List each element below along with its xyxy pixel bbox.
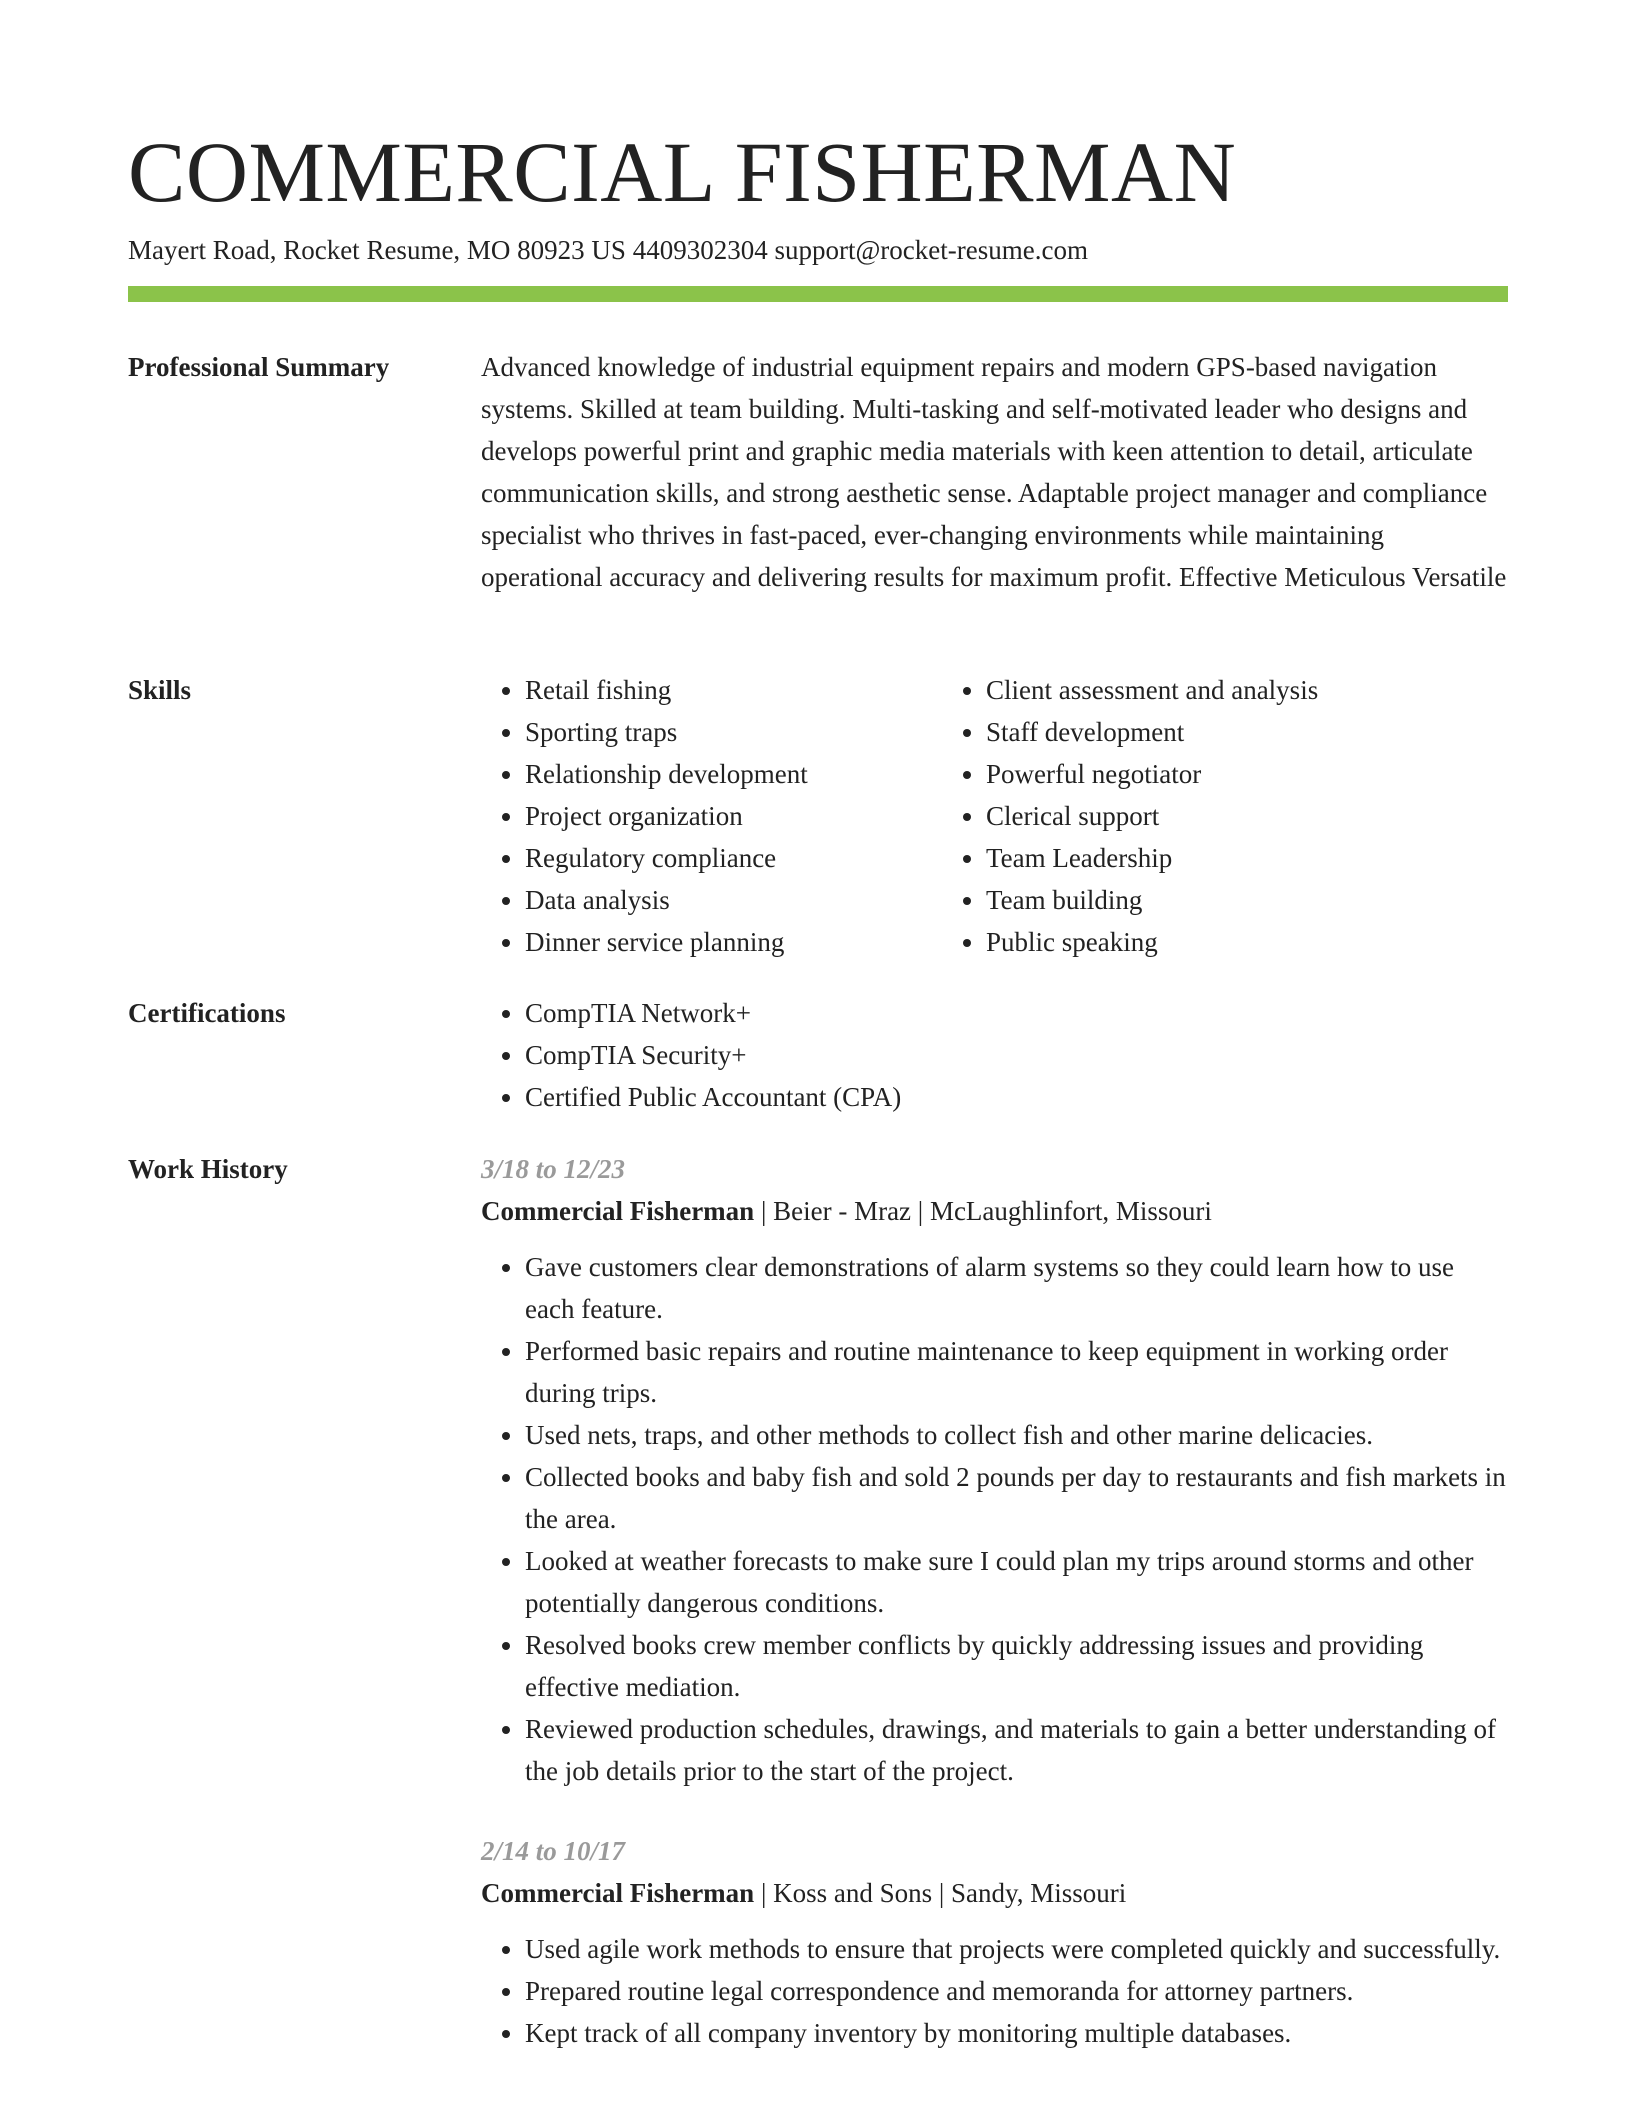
certification-item: • Certified Public Accountant (CPA) [525, 1076, 1508, 1118]
skill-item: • Regulatory compliance [525, 837, 942, 879]
job-bullet: • Resolved books crew member conflicts by quickly addressing issues and providing effective mediation. [525, 1624, 1508, 1708]
summary-body [481, 346, 1508, 598]
skill-item: • Public speaking [986, 921, 1508, 963]
skill-item: • Staff development [986, 711, 1508, 753]
skills-list-right [942, 669, 1508, 963]
work-history-heading: Work History [128, 1154, 288, 1184]
skill-item: • Team Leadership [986, 837, 1508, 879]
certifications-heading: Certifications [128, 998, 286, 1028]
job-entry [481, 1830, 1508, 2054]
job-bullets [481, 1246, 1508, 1792]
skill-item: • Retail fishing [525, 669, 942, 711]
skill-item: • Powerful negotiator [986, 753, 1508, 795]
job-heading [481, 1872, 1508, 1914]
work-history-body [481, 1148, 1508, 2092]
contact-line: Mayert Road, Rocket Resume, MO 80923 US 4409302304 support@rocket-resume.com [128, 235, 1088, 265]
job-bullet: • Gave customers clear demonstrations of alarm systems so they could learn how to use each feature. [525, 1246, 1508, 1330]
certifications-list [481, 992, 1508, 1118]
skills-columns [481, 669, 1508, 963]
job-bullet: • Used nets, traps, and other methods to collect fish and other marine delicacies. [525, 1414, 1508, 1456]
job-heading [481, 1190, 1508, 1232]
job-dates: 2/14 to 10/17 [481, 1836, 626, 1866]
skill-item: • Client assessment and analysis [986, 669, 1508, 711]
skill-item: • Clerical support [986, 795, 1508, 837]
skill-item: • Dinner service planning [525, 921, 942, 963]
skill-item: • Data analysis [525, 879, 942, 921]
job-entry [481, 1148, 1508, 1792]
job-title: Commercial Fisherman [481, 1878, 755, 1908]
summary-heading: Professional Summary [128, 352, 390, 382]
skill-item: • Relationship development [525, 753, 942, 795]
job-bullet: • Performed basic repairs and routine maintenance to keep equipment in working order during trips. [525, 1330, 1508, 1414]
job-employer-location: | Koss and Sons | Sandy, Missouri [754, 1878, 1127, 1908]
certification-item: • CompTIA Network+ [525, 992, 1508, 1034]
header-divider [128, 286, 1508, 302]
job-bullet: • Prepared routine legal correspondence and memoranda for attorney partners. [525, 1970, 1508, 2012]
job-bullet: • Looked at weather forecasts to make sure I could plan my trips around storms and other potentially dangerous conditions. [525, 1540, 1508, 1624]
skills-body [481, 669, 1508, 963]
candidate-name: COMMERCIAL FISHERMAN [128, 124, 1237, 220]
job-bullet: • Used agile work methods to ensure that projects were completed quickly and successfully. [525, 1928, 1508, 1970]
summary-text: Advanced knowledge of industrial equipment repairs and modern GPS-based navigation systems. Skilled at team building. Multi-tasking and self-motivated leader who designs and develops powerful print and graphic media materials with keen attention to detail, articulate communication skills, and strong aesthetic sense. Adaptable project manager and compliance specialist who thrives in fast-paced, ever-changing environments while maintaining operational accuracy and delivering results for maximum profit. Effective Meticulous Versatile [481, 352, 1507, 592]
job-dates: 3/18 to 12/23 [481, 1154, 626, 1184]
skill-item: • Team building [986, 879, 1508, 921]
skill-item: • Sporting traps [525, 711, 942, 753]
job-bullet: • Reviewed production schedules, drawings, and materials to gain a better understanding of the job details prior to the start of the project. [525, 1708, 1508, 1792]
job-title: Commercial Fisherman [481, 1196, 755, 1226]
job-employer-location: | Beier - Mraz | McLaughlinfort, Missouri [754, 1196, 1212, 1226]
skills-list-left [481, 669, 942, 963]
job-bullet: • Kept track of all company inventory by monitoring multiple databases. [525, 2012, 1508, 2054]
job-bullets [481, 1928, 1508, 2054]
skills-heading: Skills [128, 675, 192, 705]
skill-item: • Project organization [525, 795, 942, 837]
certification-item: • CompTIA Security+ [525, 1034, 1508, 1076]
job-bullet: • Collected books and baby fish and sold 2 pounds per day to restaurants and fish markets in the area. [525, 1456, 1508, 1540]
certifications-body [481, 992, 1508, 1118]
